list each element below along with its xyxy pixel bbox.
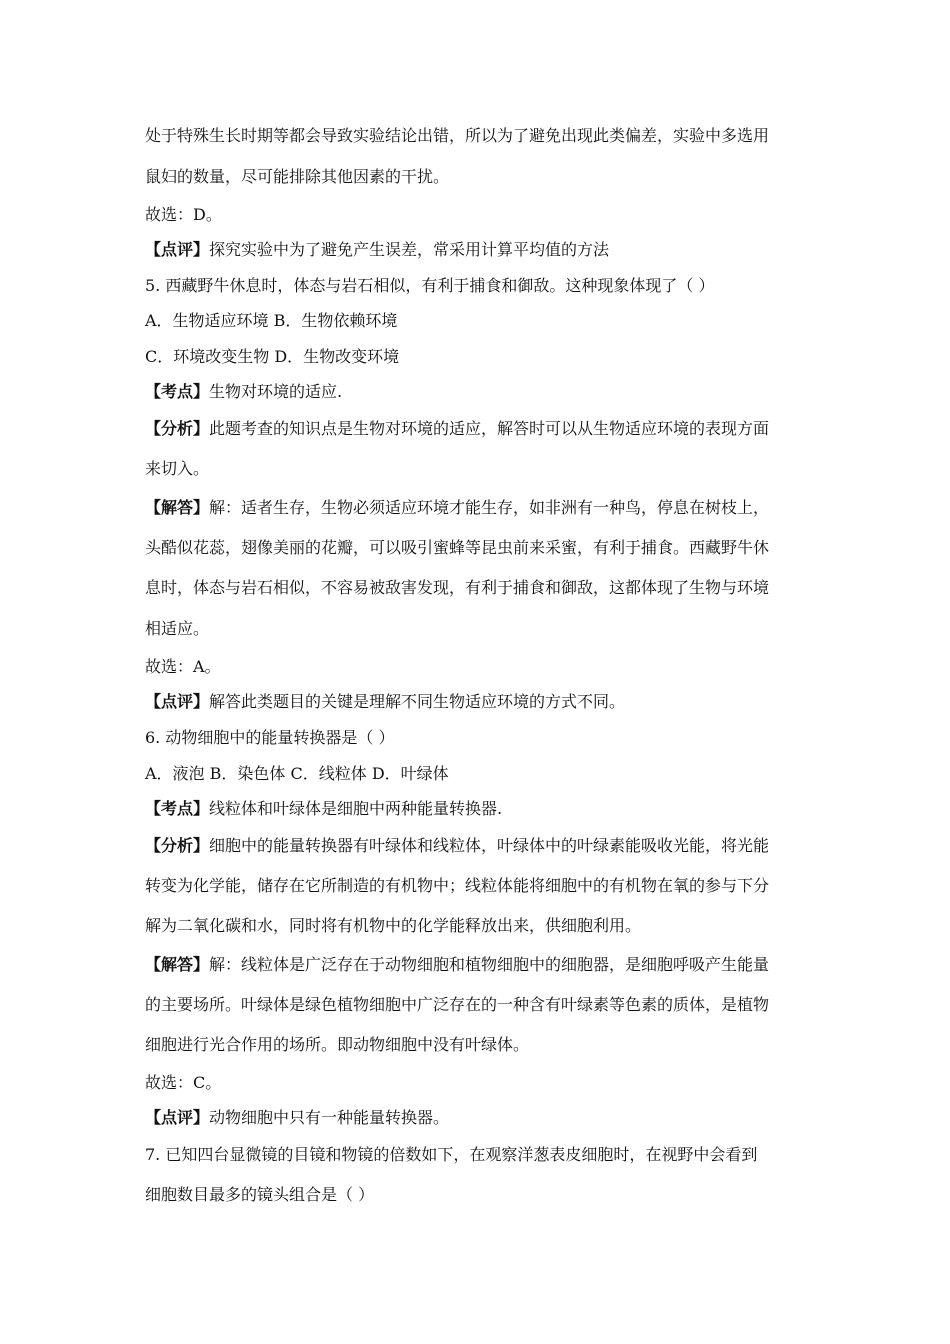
question-5: 5. 西藏野牛休息时，体态与岩石相似，有利于捕食和御敌。这种现象体现了（ ） — [145, 276, 715, 295]
text-line: 相适应。 — [145, 619, 210, 638]
text-line: 处于特殊生长时期等都会导致实验结论出错，所以为了避免出现此类偏差，实验中多选用 — [145, 126, 770, 145]
answer-line: 故选：C。 — [145, 1073, 222, 1092]
comment-line: 【点评】解答此类题目的关键是理解不同生物适应环境的方式不同。 — [145, 692, 626, 711]
topic-line: 【考点】生物对环境的适应. — [145, 382, 343, 401]
answer-line: 故选：A。 — [145, 657, 221, 676]
answer-line: 故选：D。 — [145, 205, 222, 224]
solution-line: 【解答】解：线粒体是广泛存在于动物细胞和植物细胞中的细胞器，是细胞呼吸产生能量 — [145, 955, 770, 974]
text-line: 细胞进行光合作用的场所。即动物细胞中没有叶绿体。 — [145, 1035, 530, 1054]
solution-line: 【解答】解：适者生存，生物必须适应环境才能生存，如非洲有一种鸟，停息在树枝上， — [145, 498, 770, 517]
text-line: 来切入。 — [145, 459, 210, 478]
text-line: 细胞数目最多的镜头组合是（ ） — [145, 1185, 375, 1204]
comment-line: 【点评】动物细胞中只有一种能量转换器。 — [145, 1108, 450, 1127]
options-line: A．液泡 B．染色体 C．线粒体 D．叶绿体 — [145, 764, 449, 783]
question-6: 6. 动物细胞中的能量转换器是（ ） — [145, 728, 395, 747]
analysis-line: 【分析】此题考查的知识点是生物对环境的适应，解答时可以从生物适应环境的表现方面 — [145, 419, 770, 438]
text-line: 鼠妇的数量，尽可能排除其他因素的干扰。 — [145, 167, 450, 186]
comment-line: 【点评】探究实验中为了避免产生误差，常采用计算平均值的方法 — [145, 240, 610, 259]
text-line: 转变为化学能，储存在它所制造的有机物中；线粒体能将细胞中的有机物在氧的参与下分 — [145, 876, 770, 895]
analysis-line: 【分析】细胞中的能量转换器有叶绿体和线粒体，叶绿体中的叶绿素能吸收光能，将光能 — [145, 836, 770, 855]
question-7: 7. 已知四台显微镜的目镜和物镜的倍数如下，在观察洋葱表皮细胞时，在视野中会看到 — [145, 1145, 758, 1164]
text-line: 的主要场所。叶绿体是绿色植物细胞中广泛存在的一种含有叶绿素等色素的质体，是植物 — [145, 995, 770, 1014]
text-line: 息时，体态与岩石相似，不容易被敌害发现，有利于捕食和御敌，这都体现了生物与环境 — [145, 578, 770, 597]
options-line: A．生物适应环境 B．生物依赖环境 — [145, 311, 398, 330]
topic-line: 【考点】线粒体和叶绿体是细胞中两种能量转换器. — [145, 799, 503, 818]
text-line: 头酷似花蕊，翅像美丽的花瓣，可以吸引蜜蜂等昆虫前来采蜜，有利于捕食。西藏野牛休 — [145, 538, 770, 557]
options-line: C．环境改变生物 D．生物改变环境 — [145, 347, 400, 366]
text-line: 解为二氧化碳和水，同时将有机物中的化学能释放出来，供细胞利用。 — [145, 916, 642, 935]
